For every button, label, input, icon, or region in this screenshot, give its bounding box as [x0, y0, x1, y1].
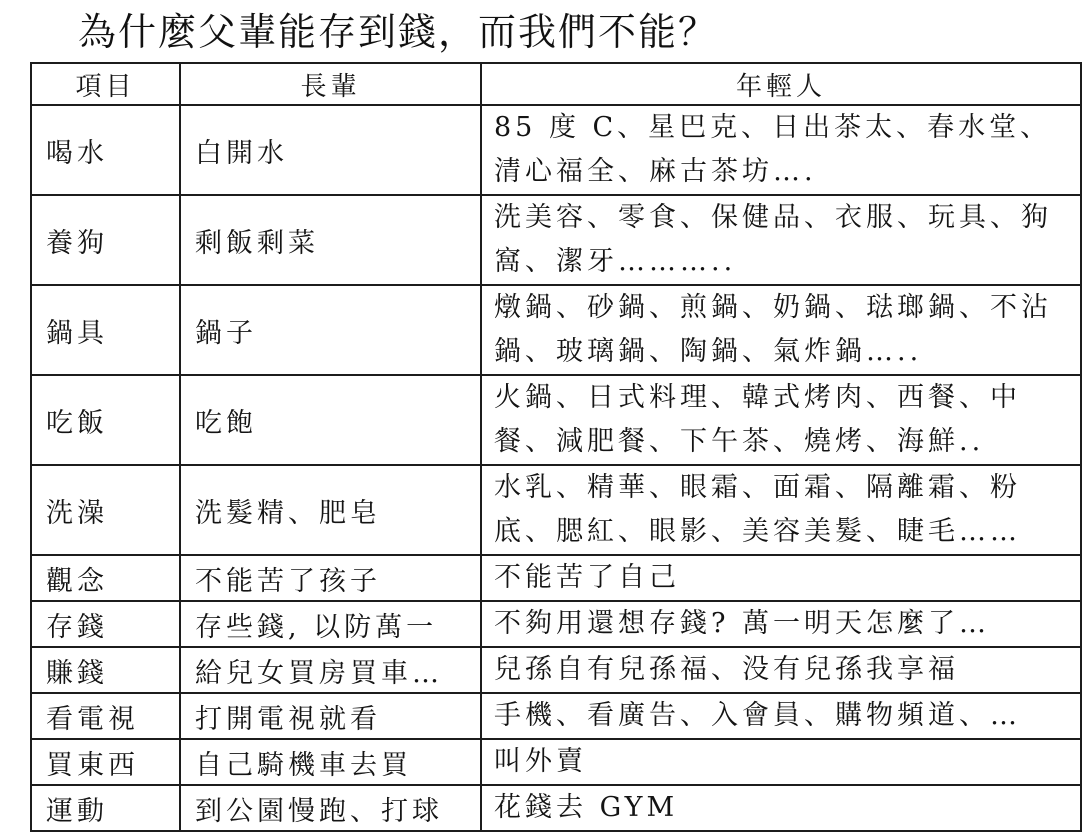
- cell-elders: 剩飯剩菜: [180, 195, 481, 285]
- cell-elders: 自己騎機車去買: [180, 739, 481, 785]
- comparison-table: [30, 62, 1082, 832]
- cell-young: 洗美容、零食、保健品、衣服、玩具、狗窩、潔牙………..: [481, 195, 1081, 285]
- cell-young: 不能苦了自己: [481, 555, 1081, 601]
- header-young: 年輕人: [481, 63, 1081, 105]
- cell-item: 鍋具: [31, 285, 180, 375]
- cell-item: 賺錢: [31, 647, 180, 693]
- cell-young: 花錢去 GYM: [481, 785, 1081, 831]
- table-row: [31, 785, 1081, 831]
- cell-item: 吃飯: [31, 375, 180, 465]
- table-header-row: [31, 63, 1081, 105]
- cell-elders: 吃飽: [180, 375, 481, 465]
- cell-young: 叫外賣: [481, 739, 1081, 785]
- header-elders: 長輩: [180, 63, 481, 105]
- cell-elders: 存些錢, 以防萬一: [180, 601, 481, 647]
- cell-young: 火鍋、日式料理、韓式烤肉、西餐、中餐、減肥餐、下午茶、燒烤、海鮮..: [481, 375, 1081, 465]
- cell-elders: 到公園慢跑、打球: [180, 785, 481, 831]
- table-row: [31, 105, 1081, 195]
- table-row: [31, 285, 1081, 375]
- cell-item: 運動: [31, 785, 180, 831]
- table-row: [31, 739, 1081, 785]
- table-row: [31, 601, 1081, 647]
- cell-elders: 鍋子: [180, 285, 481, 375]
- cell-item: 存錢: [31, 601, 180, 647]
- table-row: [31, 465, 1081, 555]
- cell-young: 兒孫自有兒孫福、没有兒孫我享福: [481, 647, 1081, 693]
- cell-item: 養狗: [31, 195, 180, 285]
- cell-young: 燉鍋、砂鍋、煎鍋、奶鍋、琺瑯鍋、不沾鍋、玻璃鍋、陶鍋、氣炸鍋…..: [481, 285, 1081, 375]
- table-row: [31, 555, 1081, 601]
- cell-young: 85 度 C、星巴克、日出茶太、春水堂、清心福全、麻古茶坊….: [481, 105, 1081, 195]
- table-row: [31, 195, 1081, 285]
- table-row: [31, 375, 1081, 465]
- header-item: 項目: [31, 63, 180, 105]
- cell-elders: 不能苦了孩子: [180, 555, 481, 601]
- cell-item: 看電視: [31, 693, 180, 739]
- cell-elders: 白開水: [180, 105, 481, 195]
- cell-young: 水乳、精華、眼霜、面霜、隔離霜、粉底、腮紅、眼影、美容美髮、睫毛……: [481, 465, 1081, 555]
- cell-item: 觀念: [31, 555, 180, 601]
- cell-young: 不夠用還想存錢? 萬一明天怎麼了…: [481, 601, 1081, 647]
- cell-elders: 洗髮精、肥皂: [180, 465, 481, 555]
- table-row: [31, 693, 1081, 739]
- cell-elders: 打開電視就看: [180, 693, 481, 739]
- table-row: [31, 647, 1081, 693]
- page-title: 為什麼父輩能存到錢，而我們不能？: [78, 10, 719, 54]
- cell-item: 喝水: [31, 105, 180, 195]
- cell-elders: 給兒女買房買車…: [180, 647, 481, 693]
- cell-item: 買東西: [31, 739, 180, 785]
- cell-item: 洗澡: [31, 465, 180, 555]
- cell-young: 手機、看廣告、入會員、購物頻道、…: [481, 693, 1081, 739]
